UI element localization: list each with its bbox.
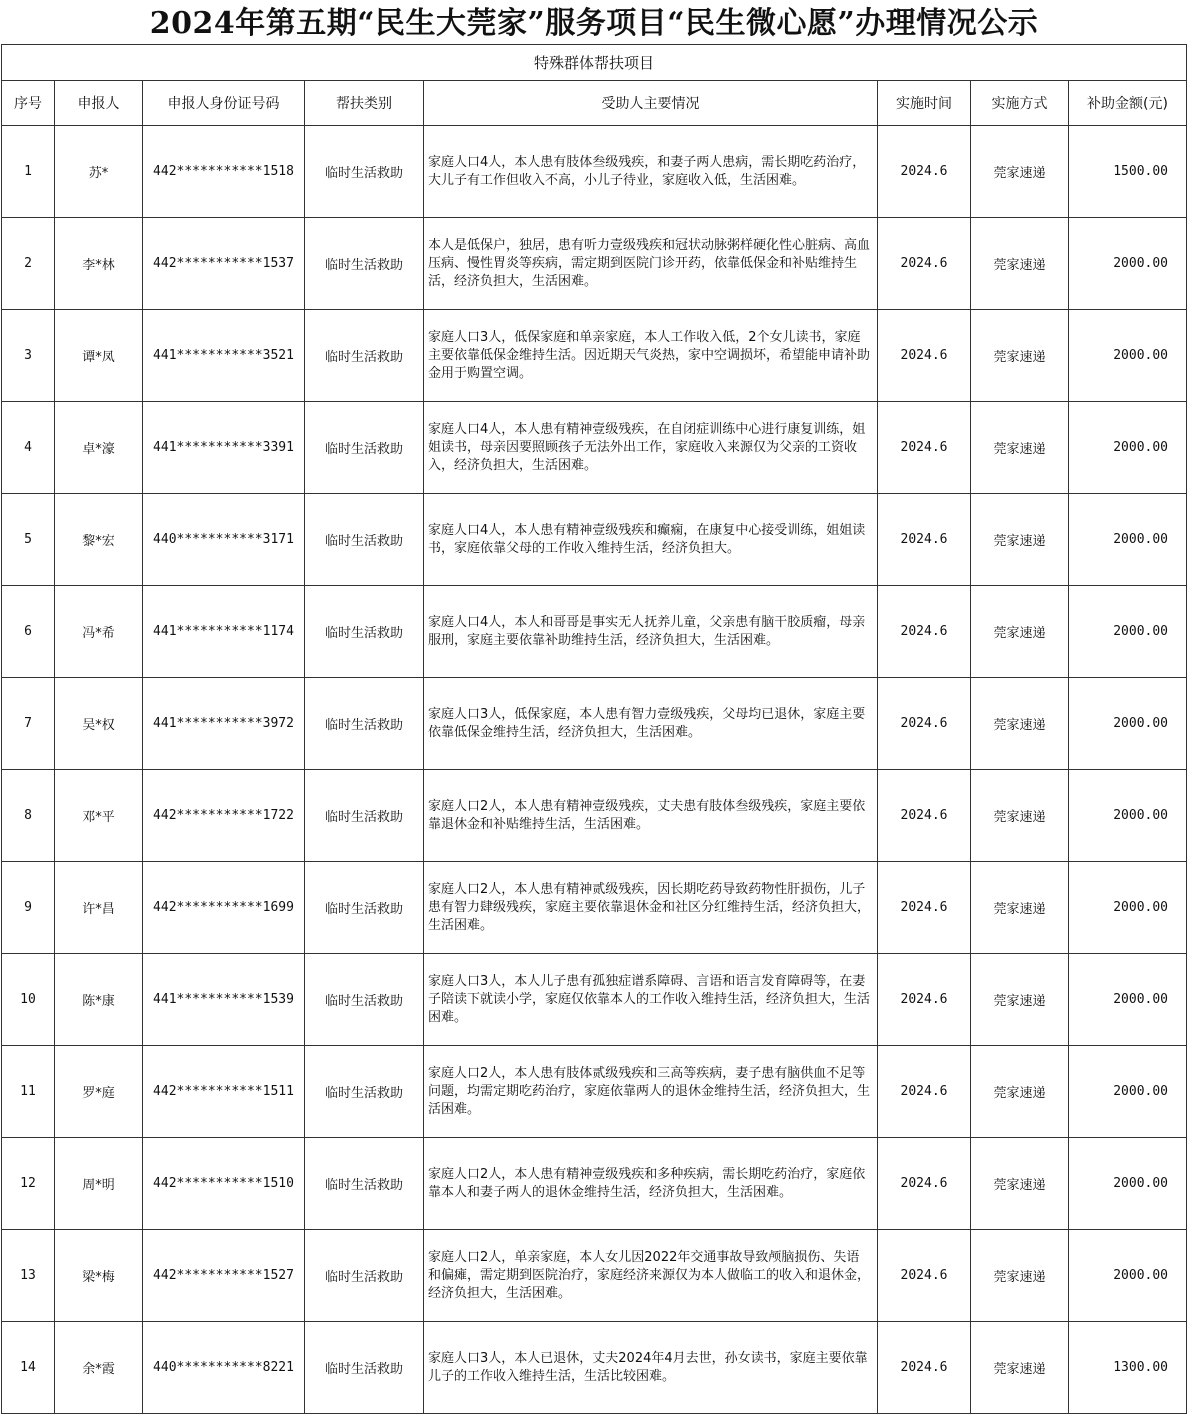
cell-amount: 1500.00 (1069, 126, 1187, 218)
cell-id: 442***********1527 (143, 1230, 305, 1322)
cell-name: 黎*宏 (55, 494, 143, 586)
cell-description: 家庭人口2人，本人患有精神贰级残疾，因长期吃药导致药物性肝损伤，儿子患有智力肆级残疾，家庭主要依靠退休金和社区分红维持生活，经济负担大，生活困难。 (424, 862, 878, 954)
cell-time: 2024.6 (878, 494, 971, 586)
cell-description: 家庭人口3人，低保家庭和单亲家庭，本人工作收入低，2个女儿读书，家庭主要依靠低保金维持生活。因近期天气炎热，家中空调损坏，希望能申请补助金用于购置空调。 (424, 310, 878, 402)
cell-no: 14 (2, 1322, 55, 1414)
cell-method: 莞家速递 (971, 1046, 1069, 1138)
cell-category: 临时生活救助 (305, 1138, 424, 1230)
cell-name: 许*昌 (55, 862, 143, 954)
cell-no: 2 (2, 218, 55, 310)
cell-name: 吴*权 (55, 678, 143, 770)
cell-no: 7 (2, 678, 55, 770)
cell-category: 临时生活救助 (305, 310, 424, 402)
cell-method: 莞家速递 (971, 586, 1069, 678)
header-category: 帮扶类别 (305, 81, 424, 126)
cell-name: 邓*平 (55, 770, 143, 862)
cell-id: 440***********8221 (143, 1322, 305, 1414)
cell-time: 2024.6 (878, 218, 971, 310)
cell-category: 临时生活救助 (305, 586, 424, 678)
cell-description: 家庭人口3人，本人已退休，丈夫2024年4月去世，孙女读书，家庭主要依靠儿子的工作收入维持生活，生活比较困难。 (424, 1322, 878, 1414)
cell-time: 2024.6 (878, 1322, 971, 1414)
cell-no: 8 (2, 770, 55, 862)
cell-method: 莞家速递 (971, 862, 1069, 954)
cell-id: 441***********1539 (143, 954, 305, 1046)
cell-method: 莞家速递 (971, 954, 1069, 1046)
cell-amount: 2000.00 (1069, 1230, 1187, 1322)
cell-category: 临时生活救助 (305, 862, 424, 954)
cell-no: 3 (2, 310, 55, 402)
cell-description: 家庭人口2人，单亲家庭，本人女儿因2022年交通事故导致颅脑损伤、失语和偏瘫，需定期到医院治疗，家庭经济来源仅为本人做临工的收入和退休金，经济负担大，生活困难。 (424, 1230, 878, 1322)
cell-description: 家庭人口3人，本人儿子患有孤独症谱系障碍、言语和语言发育障碍等，在妻子陪读下就读小学，家庭仅依靠本人的工作收入维持生活，经济负担大，生活困难。 (424, 954, 878, 1046)
cell-amount: 2000.00 (1069, 1138, 1187, 1230)
cell-name: 苏* (55, 126, 143, 218)
cell-no: 6 (2, 586, 55, 678)
cell-time: 2024.6 (878, 126, 971, 218)
cell-time: 2024.6 (878, 770, 971, 862)
table-row (2, 586, 1187, 678)
cell-time: 2024.6 (878, 586, 971, 678)
cell-time: 2024.6 (878, 1138, 971, 1230)
cell-id: 442***********1518 (143, 126, 305, 218)
table-row (2, 402, 1187, 494)
cell-amount: 2000.00 (1069, 402, 1187, 494)
cell-time: 2024.6 (878, 862, 971, 954)
cell-category: 临时生活救助 (305, 954, 424, 1046)
cell-description: 家庭人口2人，本人患有精神壹级残疾，丈夫患有肢体叁级残疾，家庭主要依靠退休金和补贴维持生活，生活困难。 (424, 770, 878, 862)
header-description: 受助人主要情况 (424, 81, 878, 126)
cell-description: 家庭人口2人，本人患有精神壹级残疾和多种疾病，需长期吃药治疗，家庭依靠本人和妻子两人的退休金维持生活，经济负担大，生活困难。 (424, 1138, 878, 1230)
cell-id: 442***********1722 (143, 770, 305, 862)
table-row (2, 1046, 1187, 1138)
header-time: 实施时间 (878, 81, 971, 126)
cell-method: 莞家速递 (971, 1322, 1069, 1414)
page-title: 2024年第五期“民生大莞家”服务项目“民生微心愿”办理情况公示 (149, 6, 1039, 41)
cell-name: 梁*梅 (55, 1230, 143, 1322)
cell-method: 莞家速递 (971, 678, 1069, 770)
cell-name: 谭*凤 (55, 310, 143, 402)
cell-category: 临时生活救助 (305, 1230, 424, 1322)
cell-description: 家庭人口4人，本人患有精神壹级残疾，在自闭症训练中心进行康复训练，姐姐读书，母亲因要照顾孩子无法外出工作，家庭收入来源仅为父亲的工资收入，经济负担大，生活困难。 (424, 402, 878, 494)
cell-method: 莞家速递 (971, 218, 1069, 310)
cell-description: 家庭人口4人，本人患有肢体叁级残疾，和妻子两人患病，需长期吃药治疗，大儿子有工作但收入不高，小儿子待业，家庭收入低，生活困难。 (424, 126, 878, 218)
cell-name: 李*林 (55, 218, 143, 310)
cell-no: 5 (2, 494, 55, 586)
header-amount: 补助金额(元) (1069, 81, 1187, 126)
cell-time: 2024.6 (878, 1046, 971, 1138)
cell-no: 9 (2, 862, 55, 954)
cell-amount: 2000.00 (1069, 218, 1187, 310)
table-row (2, 494, 1187, 586)
cell-amount: 2000.00 (1069, 862, 1187, 954)
cell-amount: 2000.00 (1069, 954, 1187, 1046)
cell-id: 441***********3521 (143, 310, 305, 402)
cell-amount: 2000.00 (1069, 770, 1187, 862)
cell-amount: 2000.00 (1069, 678, 1187, 770)
table-row (2, 1230, 1187, 1322)
cell-description: 家庭人口4人，本人患有精神壹级残疾和癫痫，在康复中心接受训练，姐姐读书，家庭依靠父母的工作收入维持生活，经济负担大。 (424, 494, 878, 586)
cell-method: 莞家速递 (971, 770, 1069, 862)
assistance-table (1, 44, 1187, 1414)
cell-id: 440***********3171 (143, 494, 305, 586)
cell-no: 12 (2, 1138, 55, 1230)
cell-description: 家庭人口4人，本人和哥哥是事实无人抚养儿童，父亲患有脑干胶质瘤，母亲服刑，家庭主要依靠补助维持生活，经济负担大，生活困难。 (424, 586, 878, 678)
cell-no: 13 (2, 1230, 55, 1322)
cell-amount: 2000.00 (1069, 586, 1187, 678)
table-row (2, 218, 1187, 310)
cell-name: 余*霞 (55, 1322, 143, 1414)
cell-method: 莞家速递 (971, 310, 1069, 402)
cell-amount: 2000.00 (1069, 310, 1187, 402)
cell-category: 临时生活救助 (305, 678, 424, 770)
cell-amount: 1300.00 (1069, 1322, 1187, 1414)
table-header (2, 81, 1187, 126)
cell-time: 2024.6 (878, 1230, 971, 1322)
cell-name: 陈*康 (55, 954, 143, 1046)
cell-method: 莞家速递 (971, 402, 1069, 494)
cell-category: 临时生活救助 (305, 402, 424, 494)
cell-category: 临时生活救助 (305, 1322, 424, 1414)
header-method: 实施方式 (971, 81, 1069, 126)
cell-time: 2024.6 (878, 402, 971, 494)
cell-method: 莞家速递 (971, 494, 1069, 586)
cell-id: 442***********1510 (143, 1138, 305, 1230)
table-row (2, 1138, 1187, 1230)
cell-method: 莞家速递 (971, 1230, 1069, 1322)
cell-id: 441***********1174 (143, 586, 305, 678)
cell-no: 1 (2, 126, 55, 218)
table-row (2, 1322, 1187, 1414)
cell-id: 441***********3391 (143, 402, 305, 494)
table-row (2, 862, 1187, 954)
cell-name: 卓*濠 (55, 402, 143, 494)
cell-description: 本人是低保户，独居，患有听力壹级残疾和冠状动脉粥样硬化性心脏病、高血压病、慢性胃炎等疾病，需定期到医院门诊开药，依靠低保金和补贴维持生活，经济负担大，生活困难。 (424, 218, 878, 310)
cell-amount: 2000.00 (1069, 1046, 1187, 1138)
cell-category: 临时生活救助 (305, 1046, 424, 1138)
cell-method: 莞家速递 (971, 1138, 1069, 1230)
header-id: 申报人身份证号码 (143, 81, 305, 126)
table-row (2, 770, 1187, 862)
cell-description: 家庭人口2人，本人患有肢体贰级残疾和三高等疾病，妻子患有脑供血不足等问题，均需定期吃药治疗，家庭依靠两人的退休金维持生活，经济负担大，生活困难。 (424, 1046, 878, 1138)
cell-id: 442***********1537 (143, 218, 305, 310)
cell-category: 临时生活救助 (305, 770, 424, 862)
cell-name: 冯*希 (55, 586, 143, 678)
cell-time: 2024.6 (878, 678, 971, 770)
cell-category: 临时生活救助 (305, 126, 424, 218)
table-row (2, 954, 1187, 1046)
cell-id: 441***********3972 (143, 678, 305, 770)
cell-amount: 2000.00 (1069, 494, 1187, 586)
header-name: 申报人 (55, 81, 143, 126)
cell-time: 2024.6 (878, 954, 971, 1046)
section-title: 特殊群体帮扶项目 (2, 45, 1187, 81)
cell-time: 2024.6 (878, 310, 971, 402)
cell-method: 莞家速递 (971, 126, 1069, 218)
cell-category: 临时生活救助 (305, 494, 424, 586)
cell-no: 10 (2, 954, 55, 1046)
cell-description: 家庭人口3人，低保家庭，本人患有智力壹级残疾，父母均已退休，家庭主要依靠低保金维持生活，经济负担大，生活困难。 (424, 678, 878, 770)
table-row (2, 310, 1187, 402)
cell-no: 4 (2, 402, 55, 494)
cell-category: 临时生活救助 (305, 218, 424, 310)
cell-no: 11 (2, 1046, 55, 1138)
table-row (2, 678, 1187, 770)
cell-id: 442***********1699 (143, 862, 305, 954)
table-row (2, 126, 1187, 218)
cell-name: 周*明 (55, 1138, 143, 1230)
cell-name: 罗*庭 (55, 1046, 143, 1138)
header-no: 序号 (2, 81, 55, 126)
cell-id: 442***********1511 (143, 1046, 305, 1138)
